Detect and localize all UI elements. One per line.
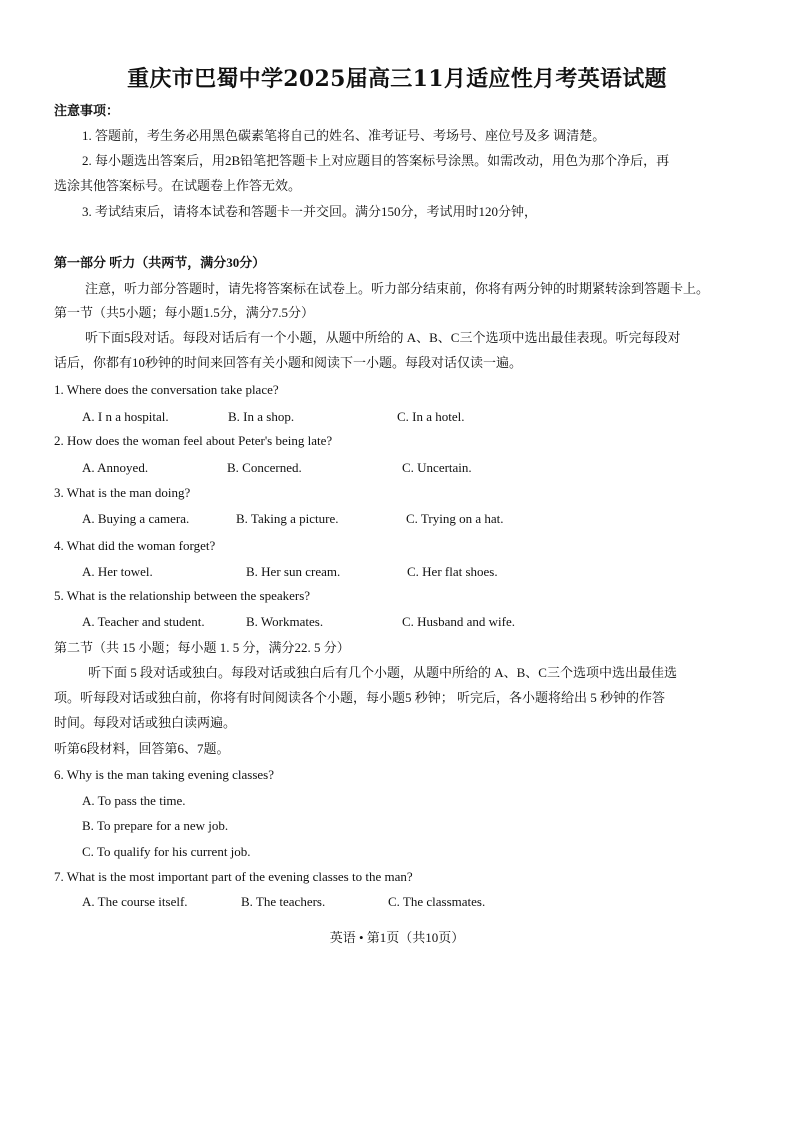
option-b: B. The teachers. — [241, 894, 326, 909]
part1-heading: 第一部分 听力（共两节，满分30分） — [54, 255, 266, 270]
question-stem: 2. How does the woman feel about Peter's being late? — [54, 433, 333, 448]
option-a: A. To pass the time. — [82, 793, 186, 808]
section1-instructions: 话后，你都有10秒钟的时间来回答有关小题和阅读下一小题。每段对话仅读一遍。 — [54, 355, 523, 370]
section2-heading: 第二节（共 15 小题；每小题 1. 5 分，满分22. 5 分） — [54, 640, 350, 655]
section2-instructions: 项。听每段对话或独白前，你将有时间阅读各个小题，每小题5 秒钟； 听完后，各小题将给出 5 秒钟的作答 — [54, 690, 666, 705]
option-c: C. The classmates. — [388, 894, 486, 909]
notice-item: 2. 每小题选出答案后，用2B铅笔把答题卡上对应题目的答案标号涂黑。如需改动，用色为那个净后，再 — [82, 153, 670, 168]
option-b: B. Concerned. — [227, 460, 302, 475]
option-b: B. Her sun cream. — [246, 564, 341, 579]
question-stem: 1. Where does the conversation take place? — [54, 382, 279, 397]
option-a: A. Annoyed. — [82, 460, 149, 475]
option-c: C. To qualify for his current job. — [82, 844, 251, 859]
option-b: B. Taking a picture. — [236, 511, 339, 526]
option-b: B. Workmates. — [246, 614, 324, 629]
notice-item: 3. 考试结束后，请将本试卷和答题卡一并交回。满分150分，考试用时120分钟， — [82, 204, 538, 219]
option-a: A. Buying a camera. — [82, 511, 190, 526]
material-note: 听第6段材料，回答第6、7题。 — [54, 741, 230, 756]
option-a: A. Teacher and student. — [82, 614, 205, 629]
question-stem: 6. Why is the man taking evening classes? — [54, 767, 274, 782]
option-c: C. In a hotel. — [397, 409, 465, 424]
notice-heading: 注意事项： — [54, 103, 120, 118]
notice-item: 选涂其他答案标号。在试题卷上作答无效。 — [54, 178, 302, 193]
option-a: A. Her towel. — [82, 564, 153, 579]
section2-instructions: 时间。每段对话或独白读两遍。 — [54, 715, 237, 730]
option-c: C. Husband and wife. — [402, 614, 516, 629]
question-stem: 5. What is the relationship between the speakers? — [54, 588, 311, 603]
option-b: B. In a shop. — [228, 409, 295, 424]
section1-heading: 第一节（共5小题；每小题1.5分，满分7.5分） — [54, 305, 315, 320]
notice-item: 1. 答题前，考生务必用黑色碳素笔将自己的姓名、准考证号、考场号、座位号及多 调清楚。 — [82, 128, 606, 143]
page-title: 重庆市巴蜀中学2025届高三11月适应性月考英语试题 — [127, 66, 667, 92]
option-a: A. The course itself. — [82, 894, 188, 909]
question-stem: 3. What is the man doing? — [54, 485, 191, 500]
option-c: C. Her flat shoes. — [407, 564, 498, 579]
page-footer: 英语 • 第1页（共10页） — [329, 930, 465, 945]
section2-instructions: 听下面 5 段对话或独白。每段对话或独白后有几个小题，从题中所给的 A、B、C三个选项中选出最佳选 — [88, 665, 677, 680]
question-stem: 7. What is the most important part of the evening classes to the man? — [54, 869, 413, 884]
option-b: B. To prepare for a new job. — [82, 818, 229, 833]
option-c: C. Uncertain. — [402, 460, 472, 475]
option-a: A. I n a hospital. — [82, 409, 169, 424]
section1-instructions: 听下面5段对话。每段对话后有一个小题，从题中所给的 A、B、C三个选项中选出最佳表现。听完每段对 — [85, 330, 681, 345]
option-c: C. Trying on a hat. — [406, 511, 504, 526]
part1-instructions: 注意，听力部分答题时，请先将答案标在试卷上。听力部分结束前，你将有两分钟的时期紧转涂到答题卡上。 — [85, 281, 710, 296]
question-stem: 4. What did the woman forget? — [54, 538, 216, 553]
